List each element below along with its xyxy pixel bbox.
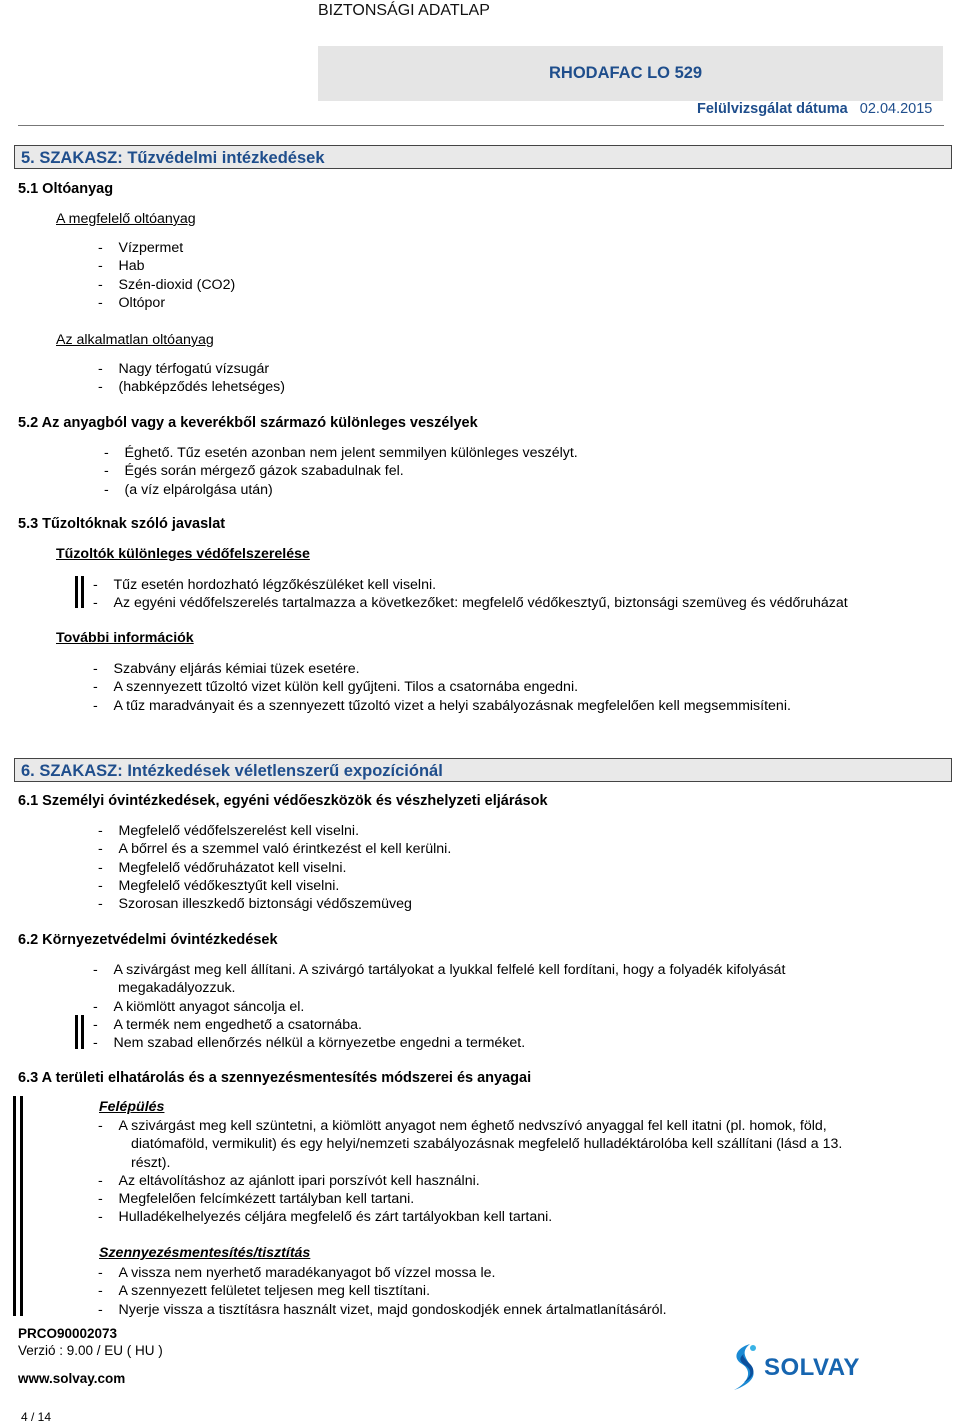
suitable-media-title: A megfelelő oltóanyag (56, 211, 196, 227)
unsuitable-media-title: Az alkalmatlan oltóanyag (56, 332, 214, 348)
document-title: BIZTONSÁGI ADATLAP (318, 2, 490, 19)
list-item: - Hab (98, 258, 145, 275)
list-item: - Megfelelően felcímkézett tartályban kell tartani. (98, 1191, 415, 1208)
review-label: Felülvizsgálat dátuma (697, 101, 848, 117)
section-6-header (14, 758, 952, 782)
list-item: - A termék nem engedhető a csatornába. (93, 1016, 362, 1033)
list-item: - Szabvány eljárás kémiai tüzek esetére. (93, 661, 360, 677)
website-link[interactable]: www.solvay.com (18, 1371, 126, 1386)
section-6-title: 6. SZAKASZ: Intézkedések véletlenszerű expozíciónál (21, 762, 443, 780)
review-date (697, 101, 932, 117)
list-item: - A tűz maradványait és a szennyezett tűzoltó vizet a helyi szabályozásnak megfelelően kell megsemmisíteni. (93, 697, 791, 714)
heading-6-1: 6.1 Személyi óvintézkedések, egyéni védőeszközök és vészhelyzeti eljárások (18, 793, 548, 809)
list-item: - A bőrrel és a szemmel való érintkezést el kell kerülni. (98, 841, 452, 858)
section-5-title: 5. SZAKASZ: Tűzvédelmi intézkedések (21, 149, 325, 167)
decontamination-title: Szennyezésmentesítés/tisztítás (99, 1245, 311, 1261)
list-item: - Szorosan illeszkedő biztonsági védőszemüveg (98, 896, 412, 913)
unsuitable-media-list (98, 360, 285, 397)
solvay-swoosh-icon (726, 1340, 760, 1396)
list-item: - Megfelelő védőkesztyűt kell viselni. (98, 877, 340, 894)
list-item-continued: részt). (131, 1154, 171, 1171)
revision-bar (20, 1096, 23, 1316)
heading-5-2: 5.2 Az anyagból vagy a keverékből származó különleges veszélyek (18, 415, 478, 431)
list-item: - Az eltávolításhoz az ajánlott ipari porszívót kell használni. (98, 1172, 480, 1189)
product-name: RHODAFAC LO 529 (549, 64, 703, 82)
decontamination-list (98, 1264, 667, 1319)
list-item: - A vissza nem nyerhető maradékanyagot bő vízzel mossa le. (98, 1265, 496, 1281)
list-item: - Szén-dioxid (CO2) (98, 276, 236, 293)
ppe-title: Tűzoltók különleges védőfelszerelése (56, 546, 310, 562)
heading-6-3: 6.3 A területi elhatárolás és a szennyezésmentesítés módszerei és anyagai (18, 1070, 532, 1086)
revision-bar (81, 1015, 84, 1049)
list-item: - Vízpermet (98, 240, 184, 256)
list-item: - Az egyéni védőfelszerelés tartalmazza a következőket: megfelelő védőkesztyű, biztonsági szemüveg és védőruházat (93, 595, 848, 612)
list-item: - A szennyezett felületet teljesen meg kell tisztítani. (98, 1283, 431, 1300)
hazards-list (104, 444, 578, 499)
list-item: - A szennyezett tűzoltó vizet külön kell gyűjteni. Tilos a csatornába engedni. (93, 679, 579, 696)
list-item: - Hulladékelhelyezés céljára megfelelő és zárt tartályokban kell tartani. (98, 1209, 553, 1226)
list-item: - Tűz esetén hordozható légzőkészüléket kell viselni. (93, 577, 437, 593)
heading-6-2: 6.2 Környezetvédelmi óvintézkedések (18, 932, 278, 948)
suitable-media-list (98, 239, 235, 312)
further-info-list (93, 660, 791, 715)
list-item: - A kiömlött anyagot sáncolja el. (93, 998, 305, 1015)
recovery-title: Felépülés (99, 1099, 165, 1115)
list-item: - Megfelelő védőruházatot kell viselni. (98, 859, 347, 876)
list-item-continued: megakadályozzuk. (118, 980, 236, 997)
list-item: - A szivárgást meg kell szüntetni, a kiömlött anyagot nem éghető nedvszívó anyaggal fel kell itatni (pl. homok, föld, (98, 1118, 827, 1134)
list-item: - Nyerje vissza a tisztításra használt vizet, majd gondoskodjék ennek ártalmatlanításáról. (98, 1301, 667, 1318)
version-info: Verzió : 9.00 / EU ( HU ) (18, 1343, 163, 1358)
list-item-continued: diatómaföld, vermikulit) és egy helyi/nemzeti szabályozásnak megfelelő hulladéktárolóba kell szállítani (lásd a 13. (131, 1136, 843, 1153)
header-divider (18, 125, 944, 126)
list-item: - A szivárgást meg kell állítani. A szivárgó tartályokat a lyukkal felfelé kell fordítani, hogy a folyadék kifolyását (93, 962, 786, 978)
list-item: - (a víz elpárolgása után) (104, 481, 273, 498)
list-item: - (habképződés lehetséges) (98, 379, 285, 396)
revision-bar (81, 576, 84, 608)
list-item: - Megfelelő védőfelszerelést kell viselni. (98, 823, 360, 839)
list-item: - Égés során mérgező gázok szabadulnak fel. (104, 463, 404, 480)
list-item: - Nagy térfogatú vízsugár (98, 361, 270, 377)
revision-bar (13, 1096, 16, 1316)
further-info-title: További információk (56, 630, 194, 646)
logo-wordmark: SOLVAY (764, 1354, 860, 1381)
list-item: - Éghető. Tűz esetén azonban nem jelent semmilyen különleges veszélyt. (104, 445, 578, 461)
ppe-list (93, 576, 848, 613)
page-number: 4 / 14 (21, 1410, 52, 1424)
recovery-list (98, 1117, 842, 1227)
list-item: - Nem szabad ellenőrzés nélkül a környezetbe engedni a terméket. (93, 1035, 526, 1052)
heading-5-1: 5.1 Oltóanyag (18, 181, 114, 197)
section-5-header (14, 145, 952, 169)
heading-5-3: 5.3 Tűzoltóknak szóló javaslat (18, 516, 226, 532)
document-code: PRCO90002073 (18, 1326, 118, 1341)
revision-bar (75, 576, 78, 608)
solvay-logo (726, 1340, 860, 1396)
list-item: - Oltópor (98, 294, 166, 311)
revision-bar (75, 1015, 78, 1049)
review-date-value: 02.04.2015 (859, 101, 933, 117)
environmental-precautions-list (93, 961, 785, 1052)
personal-precautions-list (98, 822, 451, 913)
